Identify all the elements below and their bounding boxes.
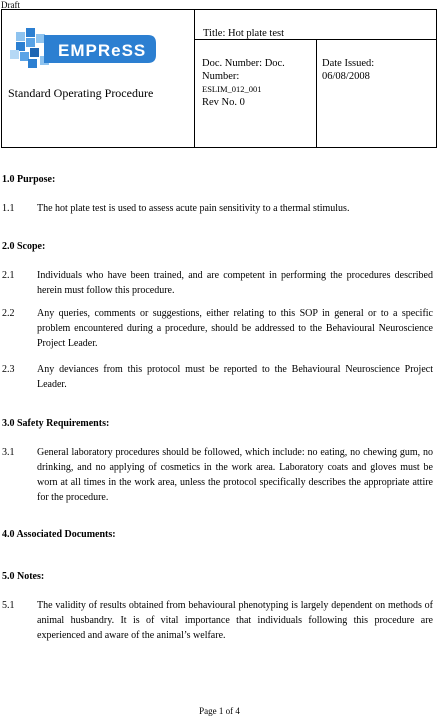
item-number: 2.1 <box>2 270 15 281</box>
header-left-cell <box>2 10 195 147</box>
item-number: 1.1 <box>2 203 15 214</box>
section-heading-purpose: 1.0 Purpose: <box>2 174 56 185</box>
section-heading-safety: 3.0 Safety Requirements: <box>2 418 110 429</box>
doc-number-cell <box>195 40 317 147</box>
section-heading-notes: 5.0 Notes: <box>2 571 45 582</box>
title-cell <box>195 10 436 40</box>
item-text: General laboratory procedures should be followed, which include: no eating, no chewing gum, no drinking, and no applying of cosmetics in the work area. Laboratory coats and gloves must be worn at all times in the work area, unless the protocol specifically describes the appropriate attire for the procedure. <box>37 447 433 503</box>
document-header <box>1 9 437 148</box>
item-text: The validity of results obtained from behavioural phenotyping is largely dependent on methods of animal husbandry. It is of vital importance that individuals following this procedure are experienced and aware of the animal’s welfare. <box>37 600 433 641</box>
doc-number-label: Doc. Number: Doc. Number: <box>202 58 285 82</box>
date-block <box>322 57 374 83</box>
item-text: Any deviances from this protocol must be reported to the Behavioural Neuroscience Project Leader. <box>37 364 433 390</box>
item-number: 5.1 <box>2 600 15 611</box>
logo-cube-mosaic <box>10 28 49 68</box>
revision-number: Rev No. 0 <box>202 97 245 108</box>
item-number: 2.2 <box>2 308 15 319</box>
doc-number-block <box>202 57 314 109</box>
document-title: Title: Hot plate test <box>203 28 284 39</box>
item-text: The hot plate test is used to assess acute pain sensitivity to a thermal stimulus. <box>37 203 350 214</box>
item-text: Any queries, comments or suggestions, either relating to this SOP in general or to a specific problem encountered during a procedure, should be addressed to the Behavioural Neuroscience Project Leader. <box>37 308 433 349</box>
doc-number-value: ESLIM_012_001 <box>202 84 262 94</box>
date-issued-label: Date Issued: <box>322 58 375 69</box>
page-number-footer: Page 1 of 4 <box>199 706 240 716</box>
empress-logo <box>8 26 158 70</box>
sop-label: Standard Operating Procedure <box>8 86 154 100</box>
item-number: 3.1 <box>2 447 15 458</box>
item-number: 2.3 <box>2 364 15 375</box>
draft-label: Draft <box>1 0 20 10</box>
section-heading-associated-documents: 4.0 Associated Documents: <box>2 529 116 540</box>
section-heading-scope: 2.0 Scope: <box>2 241 46 252</box>
item-text: Individuals who have been trained, and are competent in performing the procedures described herein must follow this procedure. <box>37 270 433 296</box>
date-issued-value: 06/08/2008 <box>322 71 370 82</box>
logo-text: EMPReSS <box>58 41 147 60</box>
date-issued-cell <box>317 40 436 147</box>
